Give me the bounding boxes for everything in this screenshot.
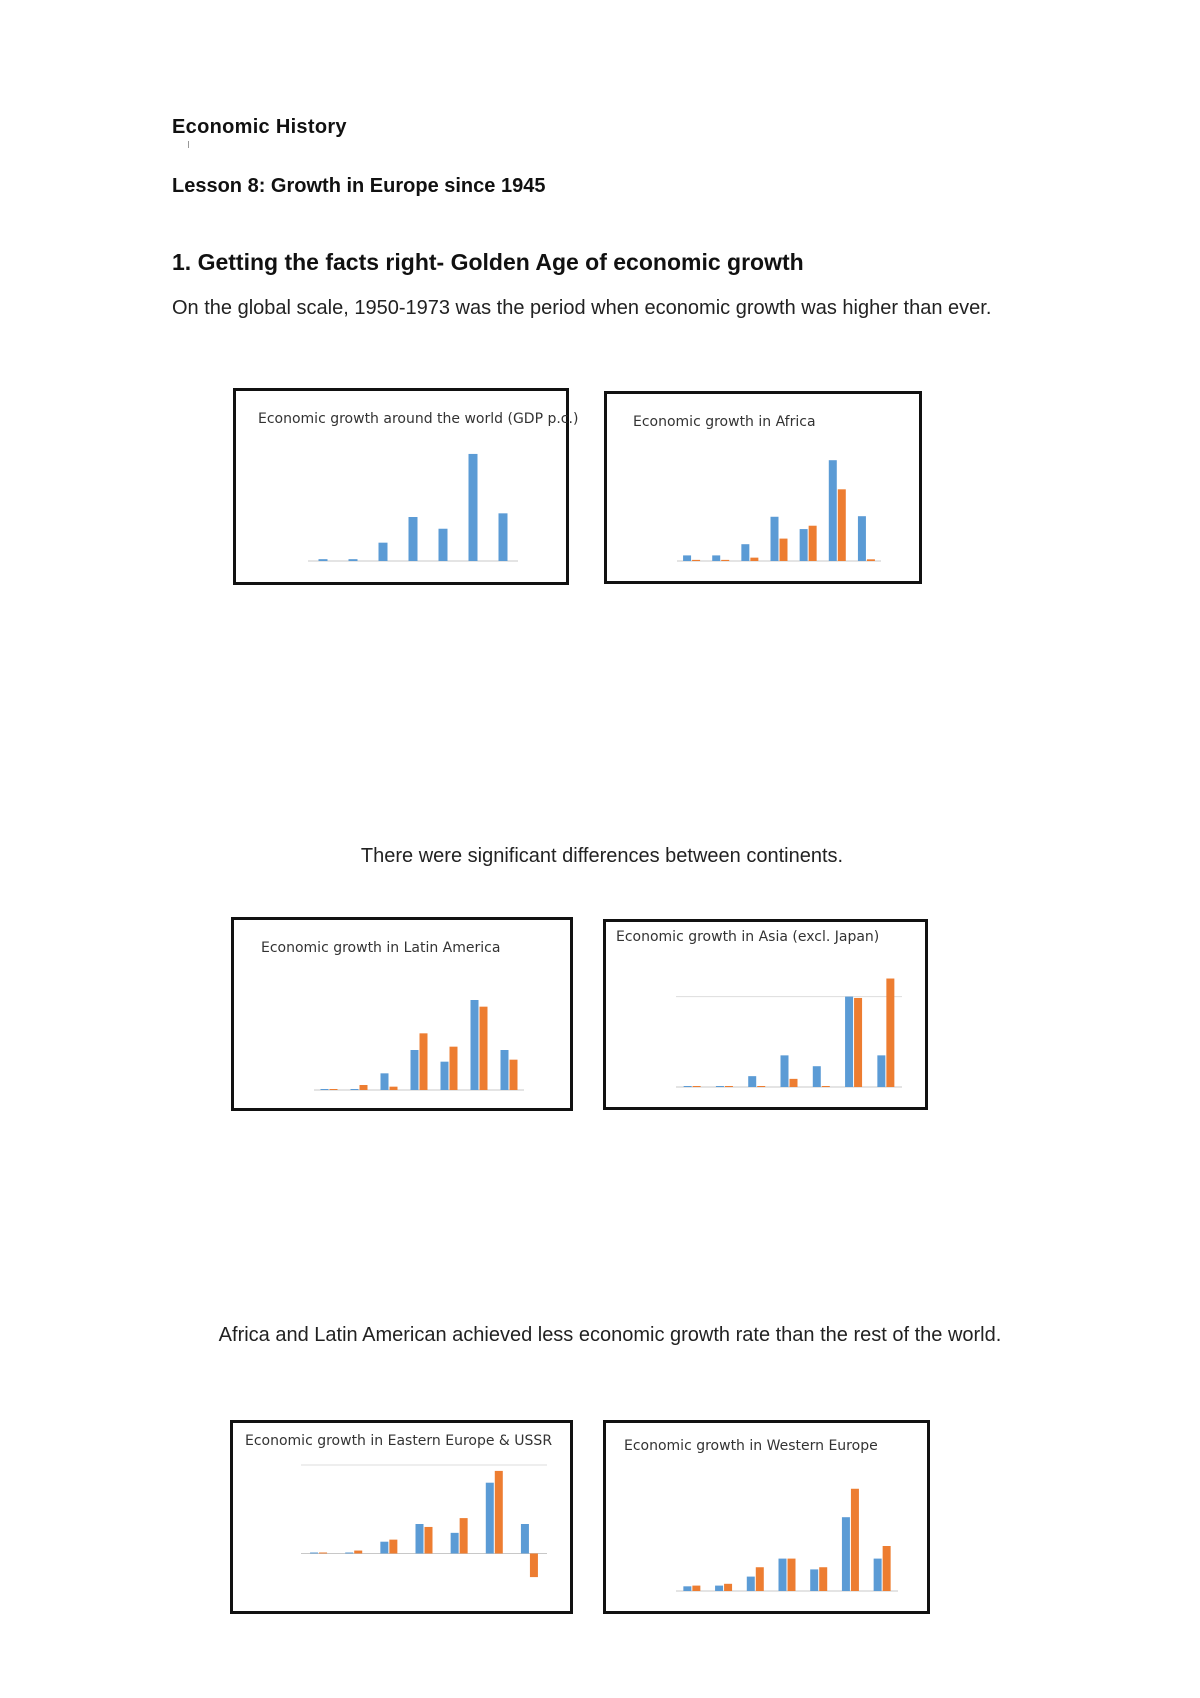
bar-series-2-cat-1 [319, 1553, 327, 1554]
bar-series-2-cat-3 [756, 1567, 764, 1591]
chart-world-title: Economic growth around the world (GDP p.c.) [258, 411, 579, 427]
section-heading: 1. Getting the facts right- Golden Age of economic growth [172, 249, 804, 275]
bar-series-1-cat-3 [379, 543, 388, 561]
bar-series-1-cat-5 [810, 1569, 818, 1591]
bar-series-2-cat-4 [420, 1033, 428, 1090]
bar-series-2-cat-2 [725, 1086, 733, 1087]
bar-series-2-cat-1 [693, 1086, 701, 1087]
bar-series-2-cat-6 [495, 1471, 503, 1554]
chart-latin-america-figure [231, 917, 573, 1111]
bar-series-2-cat-6 [480, 1007, 488, 1090]
bar-series-1-cat-1 [319, 559, 328, 561]
intro-paragraph: On the global scale, 1950-1973 was the period when economic growth was higher than ever. [172, 297, 992, 319]
bar-series-1-cat-2 [715, 1586, 723, 1591]
bar-series-1-cat-4 [781, 1055, 789, 1087]
bar-series-1-cat-7 [521, 1524, 529, 1554]
bar-series-1-cat-5 [441, 1062, 449, 1090]
bar-series-2-cat-2 [724, 1584, 732, 1591]
bar-series-1-cat-6 [845, 997, 853, 1087]
bar-series-1-cat-5 [451, 1533, 459, 1554]
bar-series-1-cat-3 [381, 1073, 389, 1090]
bar-series-2-cat-5 [809, 526, 817, 561]
bar-series-2-cat-1 [692, 1586, 700, 1591]
bar-series-2-cat-4 [788, 1559, 796, 1591]
bar-series-2-cat-6 [838, 489, 846, 561]
text-cursor-mark [188, 141, 189, 148]
bar-series-1-cat-7 [499, 513, 508, 561]
bar-series-1-cat-6 [486, 1483, 494, 1554]
document-title: Economic History [172, 116, 347, 138]
chart-latin-america-title: Economic growth in Latin America [261, 940, 501, 956]
bar-series-2-cat-3 [757, 1086, 765, 1087]
bar-series-2-cat-6 [851, 1489, 859, 1591]
bar-series-2-cat-6 [854, 998, 862, 1087]
bar-series-1-cat-6 [471, 1000, 479, 1090]
bar-series-2-cat-7 [530, 1554, 538, 1578]
bar-series-1-cat-7 [874, 1559, 882, 1591]
bar-series-1-cat-4 [411, 1050, 419, 1090]
bar-series-2-cat-5 [822, 1086, 830, 1087]
chart-western-europe-title: Economic growth in Western Europe [624, 1438, 878, 1454]
bar-series-1-cat-1 [310, 1553, 318, 1554]
bar-series-2-cat-7 [886, 979, 894, 1087]
chart-asia-title: Economic growth in Asia (excl. Japan) [616, 929, 880, 945]
bar-series-2-cat-4 [425, 1527, 433, 1554]
bar-series-2-cat-5 [819, 1567, 827, 1591]
bar-series-2-cat-1 [330, 1089, 338, 1090]
bar-series-1-cat-1 [683, 555, 691, 561]
africa-latam-note: Africa and Latin American achieved less economic growth rate than the rest of the world. [218, 1324, 1002, 1346]
bar-series-1-cat-5 [800, 529, 808, 561]
chart-africa-figure [604, 391, 922, 584]
bar-series-1-cat-4 [409, 517, 418, 561]
bar-series-1-cat-2 [345, 1553, 353, 1554]
bar-series-1-cat-7 [877, 1055, 885, 1087]
bar-series-1-cat-2 [712, 555, 720, 561]
bar-series-1-cat-6 [842, 1517, 850, 1591]
bar-series-2-cat-3 [390, 1087, 398, 1090]
bar-series-1-cat-6 [829, 460, 837, 561]
bar-series-1-cat-1 [684, 1086, 692, 1087]
bar-series-2-cat-2 [360, 1085, 368, 1090]
lesson-heading: Lesson 8: Growth in Europe since 1945 [172, 175, 546, 197]
bar-series-1-cat-4 [771, 517, 779, 561]
bar-series-1-cat-5 [813, 1066, 821, 1087]
chart-western-europe-svg [606, 1423, 927, 1611]
chart-world-svg [236, 391, 566, 582]
chart-eastern-europe-title: Economic growth in Eastern Europe & USSR [245, 1433, 553, 1449]
bar-series-1-cat-2 [351, 1089, 359, 1090]
bar-series-2-cat-5 [450, 1047, 458, 1090]
chart-asia-svg [606, 922, 925, 1107]
bar-series-1-cat-3 [741, 544, 749, 561]
chart-africa-title: Economic growth in Africa [633, 414, 816, 430]
bar-series-2-cat-2 [721, 560, 729, 561]
chart-africa-svg [607, 394, 919, 581]
bar-series-1-cat-4 [416, 1524, 424, 1554]
bar-series-1-cat-4 [779, 1559, 787, 1591]
chart-eastern-europe-figure [230, 1420, 573, 1614]
bar-series-1-cat-6 [469, 454, 478, 561]
bar-series-1-cat-3 [380, 1542, 388, 1554]
bar-series-1-cat-2 [716, 1086, 724, 1087]
bar-series-1-cat-7 [858, 516, 866, 561]
bar-series-2-cat-4 [780, 539, 788, 561]
chart-asia-figure [603, 919, 928, 1110]
bar-series-1-cat-3 [748, 1076, 756, 1087]
bar-series-1-cat-3 [747, 1577, 755, 1591]
chart-western-europe-figure [603, 1420, 930, 1614]
chart-latin-america-svg [234, 920, 570, 1108]
bar-series-1-cat-1 [683, 1586, 691, 1591]
chart-world-figure [233, 388, 579, 585]
bar-series-2-cat-1 [692, 560, 700, 561]
bar-series-2-cat-2 [354, 1551, 362, 1554]
bar-series-2-cat-3 [389, 1540, 397, 1554]
bar-series-1-cat-7 [501, 1050, 509, 1090]
bar-series-1-cat-5 [439, 529, 448, 561]
bar-series-2-cat-3 [750, 558, 758, 561]
bar-series-2-cat-7 [883, 1546, 891, 1591]
bar-series-1-cat-1 [321, 1089, 329, 1090]
bar-series-2-cat-7 [510, 1060, 518, 1090]
bar-series-2-cat-7 [867, 559, 875, 561]
continents-note: There were significant differences between continents. [360, 845, 844, 867]
bar-series-1-cat-2 [349, 559, 358, 561]
bar-series-2-cat-4 [790, 1079, 798, 1087]
chart-eastern-europe-svg [233, 1423, 570, 1611]
bar-series-2-cat-5 [460, 1518, 468, 1553]
